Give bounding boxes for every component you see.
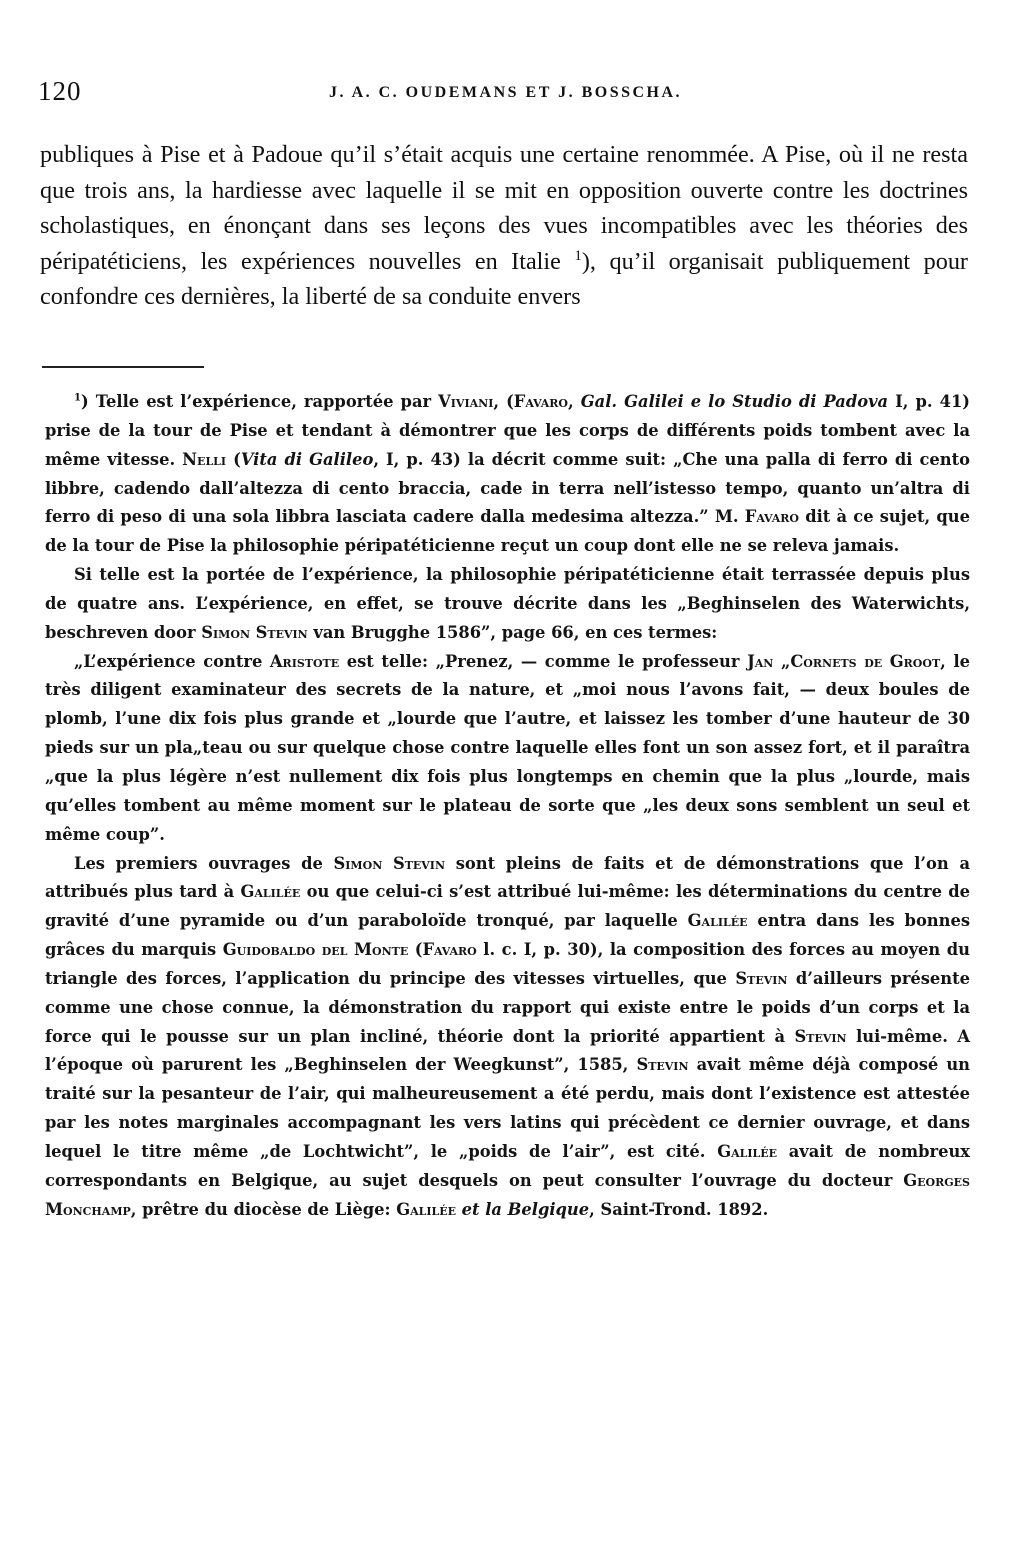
text: , ( (493, 392, 514, 411)
running-title: J. A. C. OUDEMANS ET J. BOSSCHA. (328, 84, 683, 101)
name-cornets-de-groot: Cornets de Groot (790, 651, 941, 671)
text: ou que celui-ci s’est attribué lui-même: les déterminations du centre de gravité d’une pyramide ou d’un paraboloïde tronqué, par laquelle (45, 882, 970, 931)
name-favaro: Favaro (422, 940, 477, 960)
text: d’ailleurs présente comme une chose connue, la démonstration du rapport qui existe entre le poids d’un corps et la force qui le pousse sur un plan incliné, théorie dont la priorité appartient à (45, 968, 970, 1046)
text: dit à ce sujet, que de la tour de Pise la philosophie péripatéticienne reçut un coup dont elle ne se releva jamais. (45, 507, 970, 556)
text: , prêtre du diocèse de Liège: (130, 1199, 397, 1219)
name-galilee: Galilée (717, 1141, 778, 1161)
name-viviani: Viviani (438, 392, 494, 411)
name-galilee: Galilée (396, 1199, 457, 1219)
footnote-reference: 1 (574, 247, 582, 264)
footnote-marker: 1 (74, 392, 82, 404)
text: lui-même. A l’époque où parurent les „Beghinselen der Weegkunst”, 1585, (45, 1026, 970, 1075)
work-title: et la Belgique (456, 1199, 590, 1219)
work-title: Gal. Galilei e lo Studio di Padova (580, 392, 889, 411)
main-text-part: publiques à Pise et à Padoue qu’il s’était acquis une certaine renommée. A Pise, où il ne resta que trois ans, la hardiesse avec laquelle il se mit en opposition ouverte contre les doctrines scholastiques, en énonçant dans ses leçons des vues incompatibles avec les théories des péripatéticiens, les expériences nouvelles en Italie (40, 141, 968, 275)
text: , (568, 392, 581, 411)
text: avait de nombreux correspondants en Belgique, au sujet desquels on peut consulter l’ouvrage du docteur (45, 1141, 971, 1190)
text: avait même déjà composé un traité sur la pesanteur de l’air, qui malheureusement a été perdu, mais dont l’existence est attestée par les notes marginales accompagnant les vers latins qui précèdent ce dernier ouvrage, et dans lequel le titre même „de Lochtwicht”, le „poids de l’air”, est cité. (45, 1055, 970, 1161)
text: l. c. I, p. 30), la composition des forces au moyen du triangle des forces, l’application du principe des vitesses virtuelles, que (45, 940, 971, 988)
name-stevin: Stevin (735, 968, 788, 988)
main-paragraph (40, 137, 968, 315)
text: est telle: „Prenez, — comme le professeur (339, 651, 748, 671)
text: entra dans les bonnes grâces du marquis (45, 911, 970, 960)
footnote-paragraph (45, 388, 970, 561)
text: Si telle est la portée de l’expérience, la philosophie péripatéticienne était terrassée depuis plus de quatre ans. L’expérience, en effet, se trouve décrite dans les „Beghinselen des Waterwichts, beschreven door (45, 565, 970, 642)
text: I, p. 41) prise de la tour de Pise et tendant à démontrer que les corps de différents poids tombent avec la même vitesse. (45, 392, 970, 469)
name-jan: Jan (747, 651, 774, 671)
page-number: 120 (38, 76, 82, 106)
text: , Saint-Trond. 1892. (589, 1199, 769, 1219)
name-stevin: Stevin (794, 1026, 847, 1046)
name-guidobaldo: Guidobaldo del Monte (222, 940, 409, 960)
footnote-paragraph (45, 850, 970, 1225)
text: ( (226, 449, 241, 469)
footnote-separator-rule (42, 366, 204, 368)
text: ) Telle est l’expérience, rapportée par (81, 392, 439, 411)
text: ( (408, 940, 423, 960)
name-stevin: Stevin (636, 1055, 689, 1075)
name-stevin: Simon Stevin (201, 622, 308, 642)
footnote-paragraph (45, 561, 970, 648)
name-nelli: Nelli (182, 449, 227, 469)
name-favaro: Favaro (744, 507, 799, 527)
quotation-paragraph (45, 648, 970, 850)
name-favaro: Favaro (513, 392, 569, 411)
page-header (38, 76, 973, 112)
text: „L’expérience contre (74, 651, 270, 671)
text: Les premiers ouvrages de (74, 853, 334, 873)
text: „ (773, 651, 791, 671)
name-aristote: Aristote (269, 651, 340, 671)
work-title: Vita di Galileo (240, 449, 374, 469)
footnote-block (45, 388, 970, 1224)
text: , I, p. 43) la décrit comme suit: „Che una palla di ferro di cento libbre, cadendo dall’altezza di cento braccia, cade in terra nell’istesso tempo, quanto un’altra di ferro di peso di una sola libbra lasciata cadere dalla medesima altezza.” M. (45, 449, 970, 527)
main-text-part: ), qu’il organisait publiquement pour confondre ces dernières, la liberté de sa conduite envers (40, 247, 968, 311)
name-stevin: Simon Stevin (333, 853, 446, 873)
name-galilee: Galilée (687, 911, 748, 931)
name-galilee: Galilée (240, 882, 301, 902)
name-monchamp: Georges Monchamp (45, 1170, 970, 1219)
text: , le très diligent examinateur des secrets de la nature, et „moi nous l’avons fait, — deux boules de plomb, l’une dix fois plus grande et „lourde que l’autre, et laissez les tomber d’une hauteur de 30 pieds sur un pla„teau ou sur quelque chose contre laquelle elles font un son assez fort, et il paraîtra „que la plus légère n’est nullement dix fois plus longtemps en chemin que la plus „lourde, mais qu’elles tombent au même moment sur le plateau de sorte que „les deux sons semblent un seul et même coup”. (45, 651, 970, 844)
text: sont pleins de faits et de démonstrations que l’on a attribués plus tard à (45, 853, 970, 902)
text: van Brugghe 1586”, page 66, en ces termes: (307, 622, 718, 642)
